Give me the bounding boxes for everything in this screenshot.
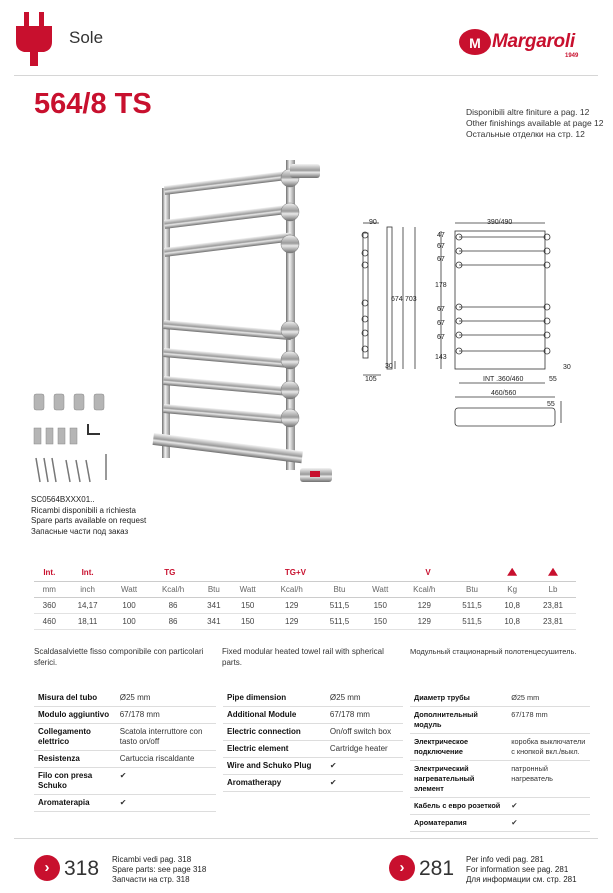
table-cell: 460 [34,613,65,629]
spec-table [34,565,576,630]
finish-line-ru: Остальные отделки на стр. 12 [466,129,585,139]
dim-side-depth: 105 [365,376,377,383]
table-row [410,707,590,734]
table-cell: 150 [362,613,399,629]
col-group-tgv: TG+V [229,565,362,581]
unit-cell: inch [65,581,111,597]
table-cell: 10,8 [494,613,530,629]
features-table-en [223,690,403,792]
table-cell: 129 [266,597,317,613]
dim-front-int: INT .360/460 [483,376,524,383]
arrow-right-icon[interactable]: › [34,855,60,881]
table-row [34,707,216,724]
description-en: Fixed modular heated towel rail with spherical parts. [222,647,384,667]
table-cell: 511,5 [450,613,495,629]
finishes-note [466,107,604,140]
feature-key: Ароматерапия [410,815,507,832]
feature-key: Диаметр трубы [410,690,507,707]
check-icon: ✔ [326,775,403,792]
table-cell: 14,17 [65,597,111,613]
check-icon: ✔ [507,815,590,832]
check-icon: ✔ [326,758,403,775]
dim-gap-4: 178 [435,282,447,289]
spare-parts-code: SC0564BXXX01.. [31,495,95,504]
description-ru: Модульный стационарный полотенцесушитель. [410,647,577,656]
table-cell: 23,81 [530,597,576,613]
col-int-inch: Int. [65,565,111,581]
dim-gap-7: 67 [437,334,445,341]
feature-key: Дополнительный модуль [410,707,507,734]
dim-front-right-offset: 55 [549,376,557,383]
dim-front-bottom-right: 30 [563,364,571,371]
feature-value: Cartuccia riscaldante [116,751,216,768]
feature-value: 67/178 mm [116,707,216,724]
unit-cell: Btu [317,581,362,597]
table-row [34,724,216,751]
dim-side-h1: 674 [391,296,403,303]
spare-parts-line-it: Ricambi disponibili a richiesta [31,505,136,515]
table-cell: 341 [199,613,230,629]
check-icon: ✔ [116,795,216,812]
table-cell: 150 [229,613,266,629]
table-cell: 18,11 [65,613,111,629]
unit-cell: mm [34,581,65,597]
spare-parts-photo [30,390,130,490]
unit-cell: Kg [494,581,530,597]
table-cell: 341 [199,597,230,613]
plug-icon [14,12,54,66]
table-cell: 129 [399,613,450,629]
table-row [34,690,216,707]
feature-value: патронный нагреватель [507,761,590,798]
table-row [223,775,403,792]
table-row [410,798,590,815]
description-it: Scaldasalviette fisso componibile con particolari sferici. [34,647,204,667]
feature-key: Modulo aggiuntivo [34,707,116,724]
feature-value: Ø25 mm [116,690,216,707]
dim-side-h2: 703 [405,296,417,303]
info-ref-ru: Для информации см. стр. 281 [466,875,577,884]
feature-key: Additional Module [223,707,326,724]
table-row [410,690,590,707]
table-row [34,751,216,768]
unit-cell: Kcal/h [266,581,317,597]
table-cell: 360 [34,597,65,613]
spare-parts-page-link[interactable]: 318 [64,857,100,880]
feature-key: Электрическое подключение [410,734,507,761]
info-ref [466,855,577,885]
features-table-ru [410,690,590,832]
unit-cell: Watt [362,581,399,597]
spare-parts-ref-en: Spare parts: see page 318 [112,865,207,874]
col-weight-lb-icon [530,565,576,581]
feature-key: Pipe dimension [223,690,326,707]
finish-line-en: Other finishings available at page 12 [466,118,604,128]
table-row [223,758,403,775]
unit-cell: Btu [199,581,230,597]
arrow-right-icon[interactable]: › [389,855,415,881]
dim-gap-1: 47 [437,232,445,239]
col-int-mm: Int. [34,565,65,581]
dim-front-width: 390/490 [487,219,513,226]
feature-key: Misura del tubo [34,690,116,707]
feature-key: Aromaterapia [34,795,116,812]
brand-year: 1949 [565,53,579,59]
feature-value: Ø25 mm [507,690,590,707]
spare-parts-line-en: Spare parts available on request [31,516,147,525]
table-cell: 511,5 [450,597,495,613]
table-row [34,795,216,812]
dim-gap-3: 67 [437,256,445,263]
feature-key: Aromatherapy [223,775,326,792]
dim-gap-8: 143 [435,354,447,361]
feature-value: Scatola interruttore con tasto on/off [116,724,216,751]
table-row [34,768,216,795]
info-ref-it: Per info vedi pag. 281 [466,855,544,864]
unit-cell: Watt [229,581,266,597]
table-cell: 511,5 [317,597,362,613]
feature-key: Resistenza [34,751,116,768]
unit-cell: Lb [530,581,576,597]
spare-parts-ref [112,855,206,885]
table-cell: 129 [399,597,450,613]
table-row [223,724,403,741]
table-cell: 10,8 [494,597,530,613]
table-cell: 511,5 [317,613,362,629]
feature-key: Электрический нагревательный элемент [410,761,507,798]
dim-gap-6: 67 [437,320,445,327]
table-cell: 100 [111,613,148,629]
col-weight-kg-icon [494,565,530,581]
feature-value: коробка выключатели с кнопкой вкл./выкл. [507,734,590,761]
feature-key: Electric connection [223,724,326,741]
feature-value: Cartridge heater [326,741,403,758]
table-cell: 86 [148,613,199,629]
feature-value: 67/178 mm [507,707,590,734]
table-row [410,734,590,761]
info-ref-en: For information see pag. 281 [466,865,569,874]
table-cell: 23,81 [530,613,576,629]
table-row [34,613,576,629]
col-group-v: V [362,565,495,581]
feature-key: Wire and Schuko Plug [223,758,326,775]
dim-side-top: 90 [369,219,377,226]
table-row [410,761,590,798]
unit-cell: Kcal/h [399,581,450,597]
feature-key: Collegamento elettrico [34,724,116,751]
header-divider [14,75,598,76]
feature-value: 67/178 mm [326,707,403,724]
feature-value: On/off switch box [326,724,403,741]
dim-top-width: 460/560 [491,390,517,397]
unit-cell: Kcal/h [148,581,199,597]
product-code: 564/8 TS [34,88,152,120]
table-row [223,741,403,758]
table-row [223,707,403,724]
unit-cell: Btu [450,581,495,597]
feature-key: Filo con presa Schuko [34,768,116,795]
check-icon: ✔ [507,798,590,815]
table-cell: 100 [111,597,148,613]
info-page-link[interactable]: 281 [419,857,455,880]
dim-side-bottom: 30 [385,363,393,370]
finish-line-it: Disponibili altre finiture a pag. 12 [466,107,590,117]
feature-key: Кабель с евро розеткой [410,798,507,815]
table-cell: 150 [362,597,399,613]
brand-logo: Margaroli [492,31,575,52]
dim-top-depth: 55 [547,401,555,408]
unit-cell: Watt [111,581,148,597]
technical-drawing [355,213,595,443]
table-row [410,815,590,832]
table-cell: 150 [229,597,266,613]
spare-parts-note [31,495,146,537]
towel-rail-photo [140,150,340,500]
dim-gap-2: 67 [437,243,445,250]
table-row [223,690,403,707]
check-icon: ✔ [116,768,216,795]
features-table-it [34,690,216,812]
svg-text:M: M [469,35,481,51]
series-name: Sole [69,28,104,47]
feature-value: Ø25 mm [326,690,403,707]
table-row [34,597,576,613]
col-group-tg: TG [111,565,230,581]
table-cell: 86 [148,597,199,613]
spare-parts-line-ru: Запасные части под заказ [31,526,129,536]
spare-parts-ref-it: Ricambi vedi pag. 318 [112,855,192,864]
feature-key: Electric element [223,741,326,758]
dim-gap-5: 67 [437,306,445,313]
table-cell: 129 [266,613,317,629]
spare-parts-ref-ru: Запчасти на стр. 318 [112,875,190,884]
brand-logo-mark [459,29,491,55]
footer-divider [14,838,598,839]
